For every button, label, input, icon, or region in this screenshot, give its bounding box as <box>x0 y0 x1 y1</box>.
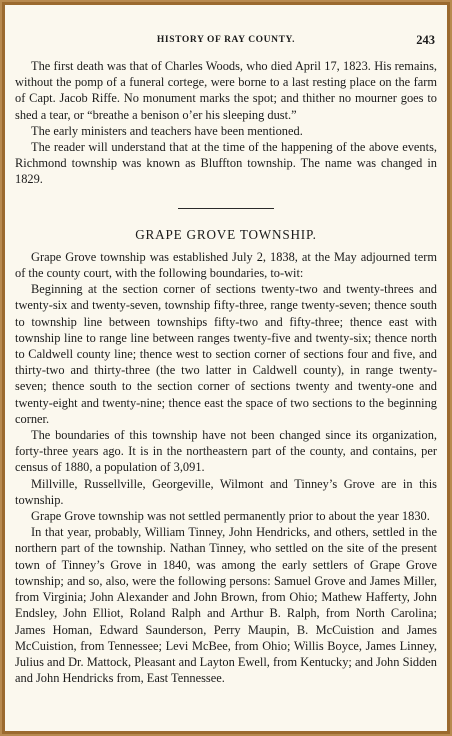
paragraph-boundaries-unchanged: The boundaries of this township have not been changed since its organization, forty-three years ago. It is in the northeastern part of the county, and contains, per census of 1880, a population of 3,091. <box>15 428 437 475</box>
book-page <box>15 11 437 686</box>
paragraph-early-settlers: In that year, probably, William Tinney, John Hendricks, and others, settled in the northern part of the township. Nathan Tinney, who settled on the site of the present town of Tinney’s Grove in 1840, was among the early settlers of Grape Grove township; and so, also, were the following persons: Samuel Grove and James Miller, from Virginia; John Alexander and John Brown, from Ohio; Mathew Hafferty, John Endsley, John Elliot, Roland Ralph and Arthur B. Ralph, from North Carolina; James Homan, Edward Saunderson, Perry Maupin, B. McCuistion and James McCuistion, from Tennessee; Levi McBee, from Ohio; Willis Boyce, James Linney, Julius and Dr. Mattock, Pleasant and Layton Ewell, from Kentucky; and John Sidden and John Hendricks from, East Tennessee. <box>15 525 437 686</box>
page-body <box>15 58 437 686</box>
section-heading: GRAPE GROVE TOWNSHIP. <box>135 226 317 242</box>
running-head <box>15 11 437 47</box>
paragraph-not-settled: Grape Grove township was not settled permanently prior to about the year 1830. <box>31 509 430 524</box>
paragraph-bluffton-township: The reader will understand that at the time of the happening of the above events, Richmond township was known as Bluffton township. The name was changed in 1829. <box>15 140 437 187</box>
paragraph-towns: Millville, Russellville, Georgeville, Wilmont and Tinney’s Grove are in this township. <box>15 476 437 507</box>
section-divider <box>178 208 274 209</box>
page-number: 243 <box>416 33 435 47</box>
page-frame <box>2 2 450 734</box>
paragraph-first-death: The first death was that of Charles Woods, who died April 17, 1823. His remains, without the pomp of a funeral cortege, were borne to a last resting place on the farm of Capt. Jacob Riffe. No monument marks the spot; and thither no mourner goes to shed a tear, or “breathe a benison o’er his sleeping dust.” <box>15 59 437 122</box>
paragraph-early-ministers: The early ministers and teachers have been mentioned. <box>31 123 303 138</box>
paragraph-established: Grape Grove township was established July 2, 1838, at the May adjourned term of the county court, with the following boundaries, to-wit: <box>15 249 437 281</box>
running-head-title: HISTORY OF RAY COUNTY. <box>156 35 296 45</box>
paragraph-boundaries-description: Beginning at the section corner of sections twenty-two and twenty-threes and twenty-six and twenty-seven, township fifty-three, range twenty-seven; thence south to township line between townships fifty-two and fifty-three; thence east with township line to range line between ranges twenty-five and twenty-six; thence north to Caldwell county line; thence west to section corner of sections four and five, and thirty-two and thirty-three (the two latter in Caldwell county), in range twenty-seven; thence south to the section corner of sections twenty and twenty-one and twenty-eight and twenty-nine; thence east the space of two sections to the beginning corner. <box>15 282 437 426</box>
